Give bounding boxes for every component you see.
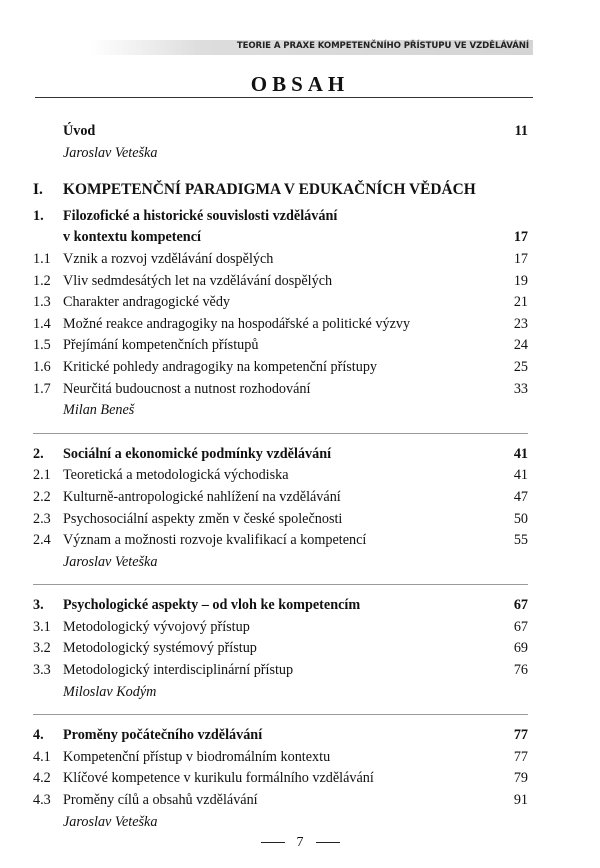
running-head [90, 40, 533, 55]
author-name: Jaroslav Veteška [63, 144, 158, 161]
toc-section-entry [33, 638, 528, 660]
author-name: Jaroslav Veteška [63, 813, 158, 830]
entry-page: 91 [513, 792, 528, 809]
entry-number: 2.1 [33, 467, 51, 484]
section-divider [33, 584, 528, 585]
entry-number: 1.2 [33, 272, 51, 289]
page-footer [0, 835, 600, 851]
entry-page: 17 [513, 250, 528, 267]
entry-page: 77 [513, 727, 528, 744]
part-title: KOMPETENČNÍ PARADIGMA V EDUKAČNÍCH VĚDÁCH [63, 181, 476, 199]
entry-number: 2.4 [33, 532, 51, 549]
entry-number: 4.2 [33, 770, 51, 787]
entry-number: 3.1 [33, 618, 51, 635]
entry-number [33, 682, 63, 704]
toc-section-entry [33, 747, 528, 769]
toc-section-entry [33, 465, 528, 487]
page-number: 7 [296, 835, 304, 850]
toc-section-entry [33, 357, 528, 379]
toc-chapter-heading [33, 595, 528, 617]
toc-chapter-heading [33, 725, 528, 747]
entry-page: 25 [513, 358, 528, 375]
toc-author [33, 143, 528, 165]
toc-section-entry [33, 509, 528, 531]
section-divider [33, 714, 528, 715]
entry-number: 2.2 [33, 488, 51, 505]
toc-chapter-heading [33, 227, 528, 249]
table-of-contents [33, 121, 528, 833]
entry-number: 1.3 [33, 294, 51, 311]
toc-section-entry [33, 314, 528, 336]
entry-page: 50 [513, 510, 528, 527]
toc-author [33, 682, 528, 704]
entry-title: Možné reakce andragogiky na hospodářské a politické výzvy [63, 315, 411, 332]
entry-title: Sociální a ekonomické podmínky vzdělávání [63, 445, 332, 462]
entry-title: Teoretická a metodologická východiska [63, 467, 289, 484]
toc-author [33, 552, 528, 574]
entry-page: 21 [513, 294, 528, 311]
author-name: Jaroslav Veteška [63, 553, 158, 570]
entry-number: 4.3 [33, 792, 51, 809]
toc-chapter-heading [33, 444, 528, 466]
entry-title: Úvod [63, 123, 96, 139]
entry-title: Proměny cílů a obsahů vzdělávání [63, 792, 258, 809]
entry-page: 67 [513, 618, 528, 635]
entry-page: 11 [514, 123, 528, 139]
entry-page: 76 [513, 662, 528, 679]
entry-title: Psychologické aspekty – od vloh ke kompetencím [63, 597, 361, 614]
entry-number: 1.5 [33, 337, 51, 354]
entry-number [33, 227, 63, 249]
page-title: OBSAH [250, 72, 350, 96]
entry-title: Metodologický interdisciplinární přístup [63, 662, 294, 679]
entry-number [33, 812, 63, 834]
toc-section-entry [33, 292, 528, 314]
entry-title: Kompetenční přístup v biodromálním kontextu [63, 748, 331, 765]
entry-page: 33 [513, 380, 528, 397]
toc-section-entry [33, 530, 528, 552]
entry-title: Filozofické a historické souvislosti vzdělávání [63, 207, 338, 224]
entry-number: 4.1 [33, 748, 51, 765]
running-head-text: TEORIE A PRAXE KOMPETENČNÍHO PŘÍSTUPU VE VZDĚLÁVÁNÍ [236, 41, 529, 51]
entry-number: 4. [33, 727, 44, 744]
entry-number: 2.3 [33, 510, 51, 527]
chapter-list [33, 206, 528, 833]
entry-page [488, 206, 528, 228]
entry-title: Kulturně-antropologické nahlížení na vzdělávání [63, 488, 341, 505]
entry-title: Kritické pohledy andragogiky na kompetenční přístupy [63, 358, 378, 375]
entry-page: 69 [513, 640, 528, 657]
toc-section-entry [33, 617, 528, 639]
entry-title: Neurčitá budoucnost a nutnost rozhodování [63, 380, 311, 397]
toc-entry-intro [33, 121, 528, 143]
toc-chapter-heading [33, 206, 528, 228]
entry-page: 47 [513, 488, 528, 505]
toc-section-entry [33, 379, 528, 401]
entry-number: 3.2 [33, 640, 51, 657]
entry-number: 1. [33, 207, 44, 224]
toc-section-entry [33, 271, 528, 293]
author-name: Milan Beneš [63, 402, 135, 419]
entry-number: 1.1 [33, 250, 51, 267]
toc-section-entry [33, 249, 528, 271]
entry-page: 19 [513, 272, 528, 289]
entry-page: 17 [513, 229, 528, 246]
entry-page: 23 [513, 315, 528, 332]
entry-page: 79 [513, 770, 528, 787]
toc-section-entry [33, 790, 528, 812]
entry-title: Psychosociální aspekty změn v české společnosti [63, 510, 343, 527]
entry-page: 41 [513, 445, 528, 462]
entry-number: 1.7 [33, 380, 51, 397]
entry-title: v kontextu kompetencí [63, 229, 201, 246]
entry-number [33, 552, 63, 574]
toc-author [33, 400, 528, 422]
title-rule [35, 97, 533, 98]
toc-section-entry [33, 660, 528, 682]
entry-title: Význam a možnosti rozvoje kvalifikací a kompetencí [63, 532, 367, 549]
entry-number: 2. [33, 445, 44, 462]
entry-title: Klíčové kompetence v kurikulu formálního vzdělávání [63, 770, 374, 787]
entry-page: 41 [513, 467, 528, 484]
entry-number [33, 400, 63, 422]
toc-section-entry [33, 335, 528, 357]
toc-part-heading [33, 179, 528, 201]
entry-title: Přejímání kompetenčních přístupů [63, 337, 259, 354]
entry-number: 3.3 [33, 662, 51, 679]
toc-author [33, 812, 528, 834]
entry-page: 67 [513, 597, 528, 614]
toc-section-entry [33, 768, 528, 790]
entry-title: Charakter andragogické vědy [63, 294, 231, 311]
toc-section-entry [33, 487, 528, 509]
entry-number: 3. [33, 597, 44, 614]
entry-title: Metodologický systémový přístup [63, 640, 257, 657]
part-number: I. [33, 181, 43, 199]
entry-title: Vznik a rozvoj vzdělávání dospělých [63, 250, 274, 267]
entry-page: 55 [513, 532, 528, 549]
author-name: Miloslav Kodým [63, 683, 157, 700]
entry-number: 1.4 [33, 315, 51, 332]
entry-page: 24 [513, 337, 528, 354]
section-divider [33, 433, 528, 434]
entry-title: Vliv sedmdesátých let na vzdělávání dospělých [63, 272, 333, 289]
entry-title: Proměny počátečního vzdělávání [63, 727, 263, 744]
entry-number: 1.6 [33, 358, 51, 375]
entry-page: 77 [513, 748, 528, 765]
entry-title: Metodologický vývojový přístup [63, 618, 250, 635]
